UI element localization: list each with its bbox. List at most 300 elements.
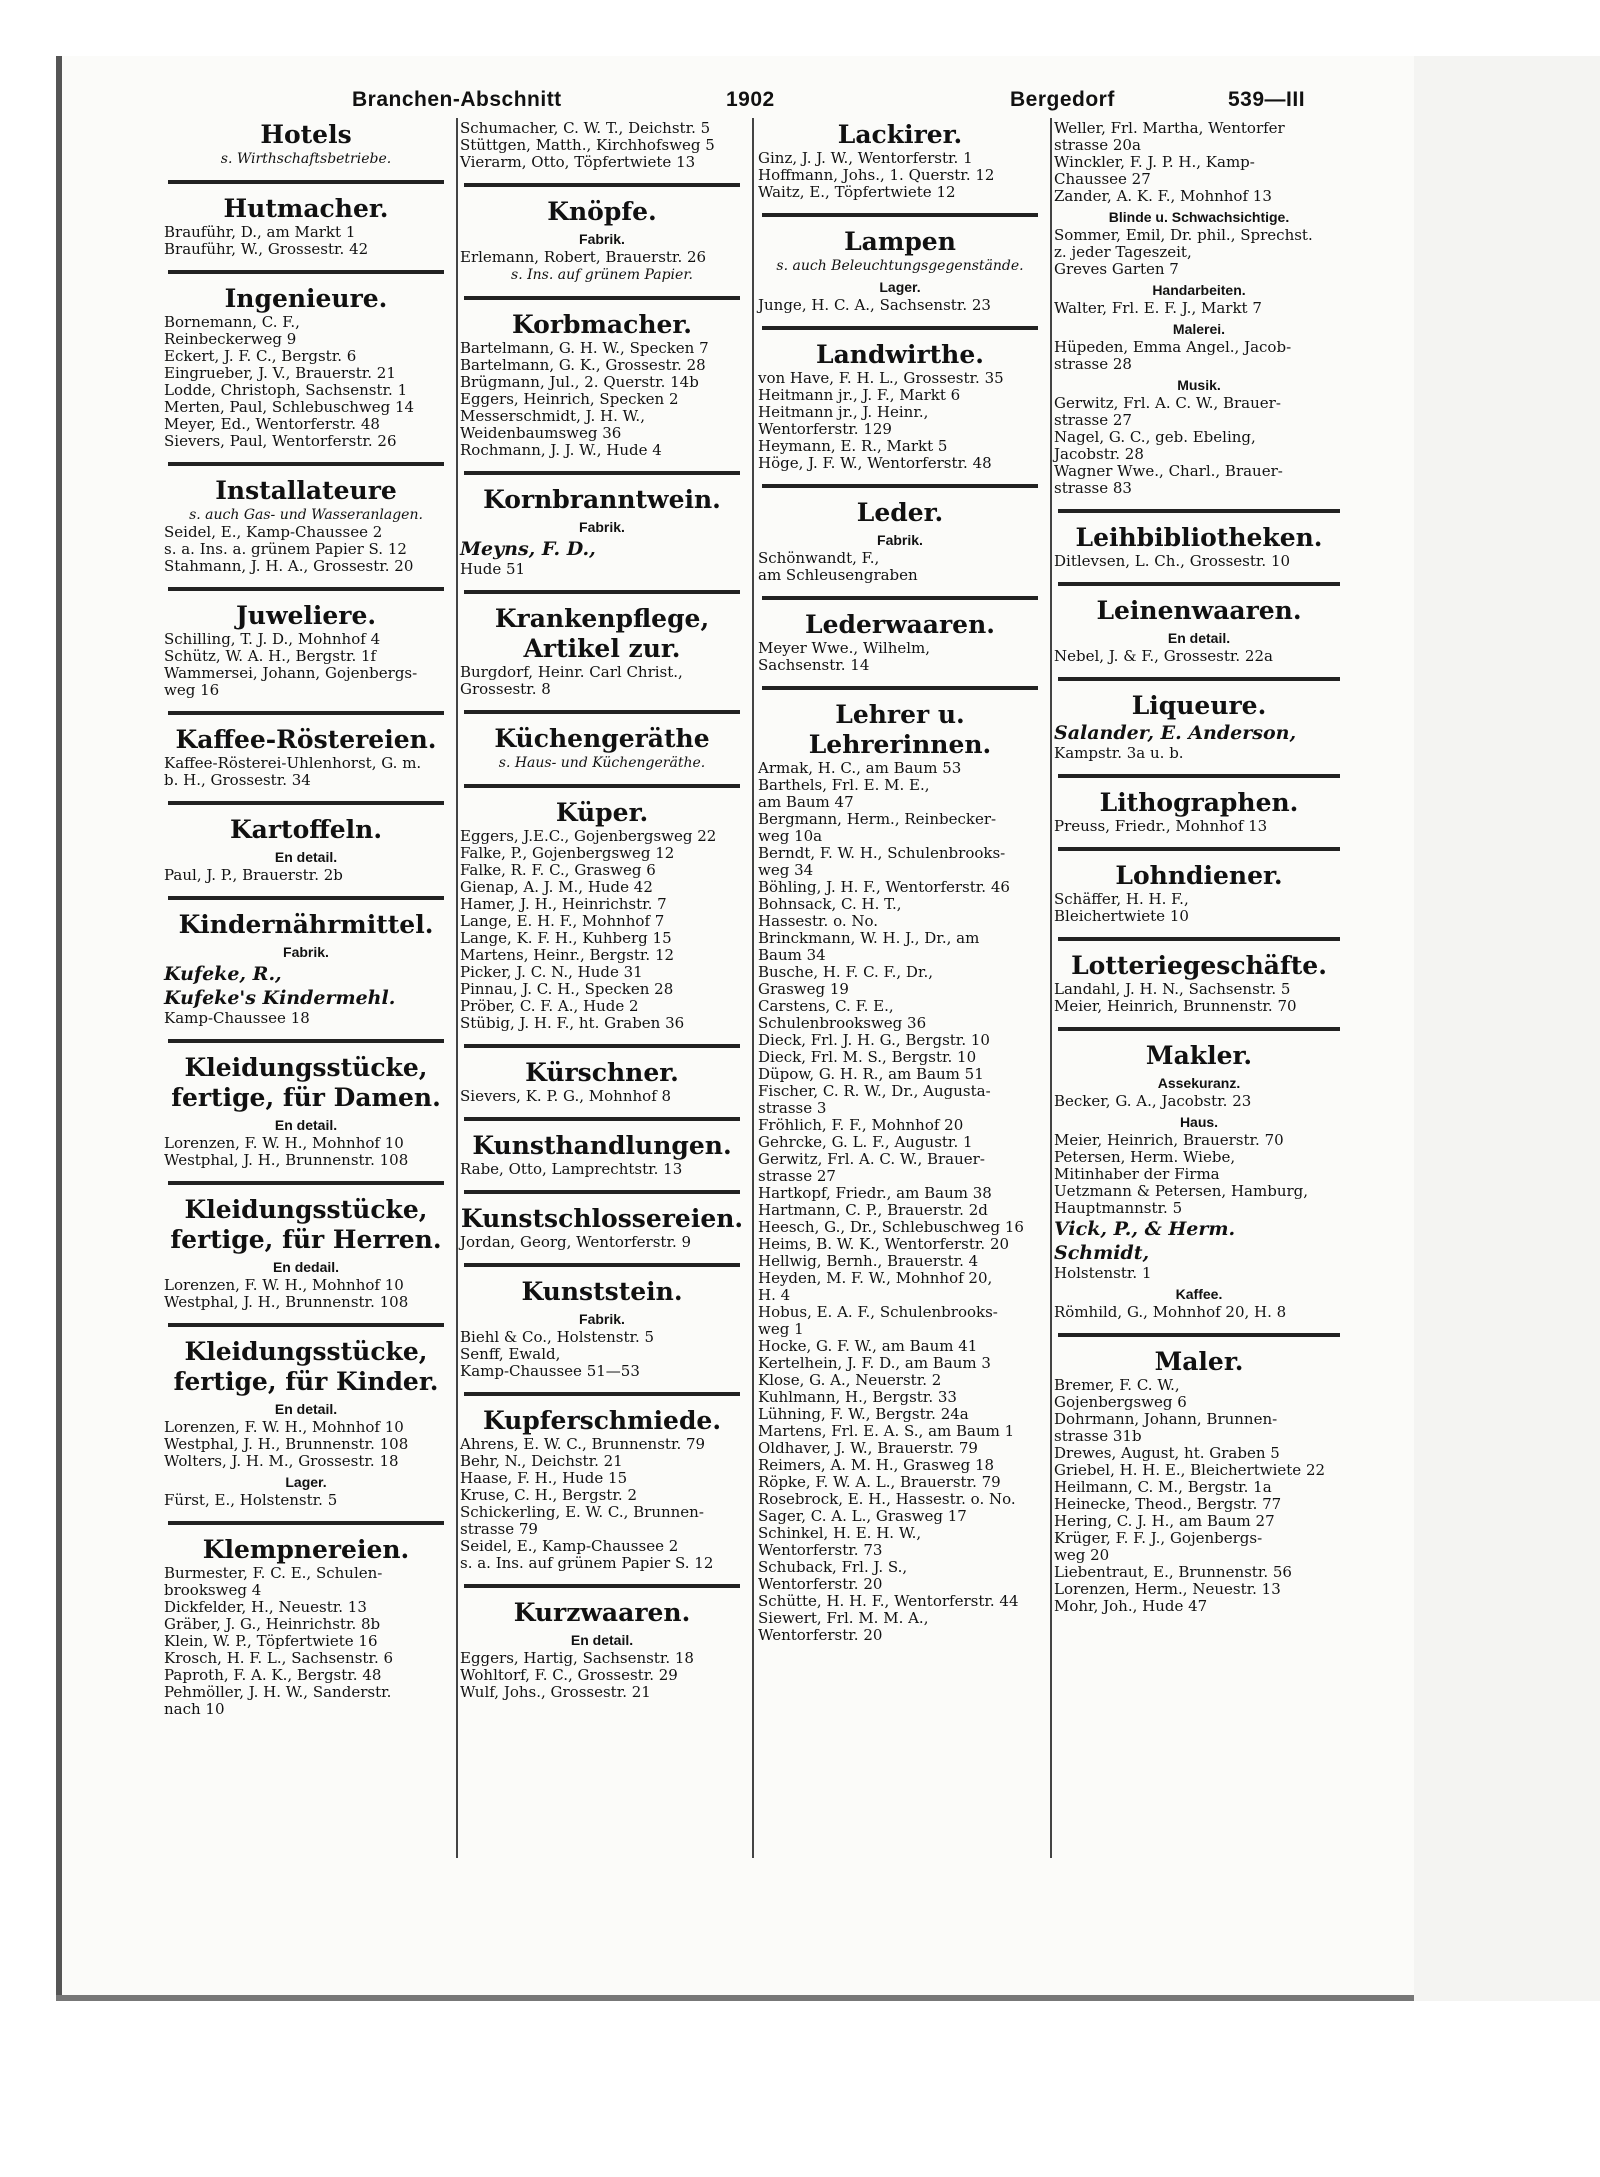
section-rule	[1058, 847, 1340, 851]
directory-entry: Schuback, Frl. J. S.,	[758, 1558, 908, 1576]
directory-entry: Holstenstr. 1	[1054, 1264, 1152, 1282]
directory-entry: Brinckmann, W. H. J., Dr., am	[758, 929, 980, 947]
directory-entry: Seidel, E., Kamp-Chaussee 2	[460, 1537, 679, 1555]
directory-section	[758, 596, 1042, 674]
directory-entry: Hartkopf, Friedr., am Baum 38	[758, 1184, 992, 1202]
directory-entry: Grossestr. 8	[460, 680, 551, 698]
directory-entry: Fürst, E., Holstenstr. 5	[164, 1491, 338, 1509]
directory-entry: Stübig, J. H. F., ht. Graben 36	[460, 1014, 685, 1032]
directory-section	[460, 784, 744, 1032]
directory-entry: Falke, R. F. C., Grasweg 6	[460, 861, 656, 879]
directory-section	[164, 180, 448, 258]
section-title: Maler.	[1154, 1347, 1244, 1376]
directory-entry: Brauführ, D., am Markt 1	[164, 223, 356, 241]
directory-entry: Hartmann, C. P., Brauerstr. 2d	[758, 1201, 988, 1219]
directory-section	[758, 484, 1042, 584]
section-title: Kleidungsstücke, fertige, für Damen.	[171, 1053, 441, 1112]
section-rule	[762, 686, 1038, 690]
section-title: Kindernährmittel.	[178, 910, 434, 939]
section-rule	[168, 896, 444, 900]
directory-entry: Walter, Frl. E. F. J., Markt 7	[1054, 299, 1262, 317]
section-title: Lackirer.	[837, 120, 963, 149]
directory-entry: Brauführ, W., Grossestr. 42	[164, 240, 369, 258]
section-title: Küchengeräthe	[494, 724, 710, 753]
directory-entry: Röpke, F. W. A. L., Brauerstr. 79	[758, 1473, 1001, 1491]
directory-section	[164, 1521, 448, 1718]
featured-entry: Vick, P., & Herm.	[1054, 1218, 1236, 1240]
directory-entry: Gräber, J. G., Heinrichstr. 8b	[164, 1615, 381, 1633]
section-rule	[168, 801, 444, 805]
directory-section	[460, 710, 744, 772]
section-rule	[464, 784, 740, 788]
directory-entry: Falke, P., Gojenbergsweg 12	[460, 844, 675, 862]
section-rule	[464, 471, 740, 475]
directory-entry: strasse 3	[758, 1099, 827, 1117]
column-divider	[1050, 118, 1052, 1858]
directory-entry: Berndt, F. W. H., Schulenbrooks-	[758, 844, 1006, 862]
directory-entry: Dieck, Frl. M. S., Bergstr. 10	[758, 1048, 977, 1066]
directory-entry: Gienap, A. J. M., Hude 42	[460, 878, 653, 896]
directory-entry: Ginz, J. J. W., Wentorferstr. 1	[758, 149, 973, 167]
directory-section	[1054, 1333, 1344, 1615]
directory-section	[460, 1263, 744, 1380]
section-reference: s. Wirthschaftsbetriebe.	[220, 151, 392, 167]
directory-entry: Erlemann, Robert, Brauerstr. 26	[460, 248, 707, 266]
directory-section	[164, 711, 448, 789]
directory-entry: Behr, N., Deichstr. 21	[460, 1452, 623, 1470]
featured-entry: Kufeke's Kindermehl.	[164, 987, 396, 1009]
directory-entry: Hellwig, Bernh., Brauerstr. 4	[758, 1252, 979, 1270]
directory-entry: Junge, H. C. A., Sachsenstr. 23	[758, 296, 991, 314]
subheading: En detail.	[1167, 630, 1231, 646]
subheading: En detail.	[274, 1117, 338, 1133]
section-title: Kurzwaaren.	[513, 1598, 691, 1627]
directory-entry: Westphal, J. H., Brunnenstr. 108	[164, 1435, 409, 1453]
header-section-name: Branchen-Abschnitt	[352, 88, 562, 111]
section-title: Ingenieure.	[224, 284, 388, 313]
directory-entry: Kertelhein, J. F. D., am Baum 3	[758, 1354, 991, 1372]
directory-entry: Barthels, Frl. E. M. E.,	[758, 776, 930, 794]
directory-section	[1054, 1027, 1344, 1321]
directory-entry: Schütte, H. H. F., Wentorferstr. 44	[758, 1592, 1019, 1610]
directory-entry: Heinecke, Theod., Bergstr. 77	[1054, 1495, 1282, 1513]
directory-entry: Hüpeden, Emma Angel., Jacob-	[1054, 338, 1292, 356]
section-rule	[464, 590, 740, 594]
directory-entry: Lorenzen, F. W. H., Mohnhof 10	[164, 1276, 404, 1294]
section-title: Kunsthandlungen.	[472, 1131, 732, 1160]
directory-section	[1054, 582, 1344, 665]
directory-entry: Meyer, Ed., Wentorferstr. 48	[164, 415, 380, 433]
directory-entry: Vierarm, Otto, Töpfertwiete 13	[460, 153, 696, 171]
directory-entry: Becker, G. A., Jacobstr. 23	[1054, 1092, 1252, 1110]
directory-entry: Gerwitz, Frl. A. C. W., Brauer-	[758, 1150, 985, 1168]
directory-entry: Senff, Ewald,	[460, 1345, 561, 1363]
section-reference: s. Ins. auf grünem Papier.	[511, 267, 693, 283]
section-title: Liqueure.	[1131, 691, 1267, 720]
directory-entry: Carstens, C. F. E.,	[758, 997, 894, 1015]
directory-entry: Kampstr. 3a u. b.	[1054, 744, 1184, 762]
directory-section	[460, 1584, 744, 1701]
directory-section	[460, 183, 744, 284]
directory-entry: strasse 20a	[1054, 136, 1141, 154]
section-rule	[762, 596, 1038, 600]
directory-column-2	[460, 120, 744, 1713]
directory-entry: am Schleusengraben	[758, 566, 918, 584]
directory-entry: strasse 28	[1054, 355, 1132, 373]
directory-entry: Winckler, F. J. P. H., Kamp-	[1054, 153, 1255, 171]
subheading: Fabrik.	[283, 944, 329, 960]
directory-entry: Petersen, Herm. Wiebe,	[1054, 1148, 1236, 1166]
subheading: Blinde u. Schwachsichtige.	[1108, 209, 1290, 225]
directory-entry: Heitmann jr., J. F., Markt 6	[758, 386, 961, 404]
directory-section	[1054, 677, 1344, 762]
directory-entry: Eggers, Hartig, Sachsenstr. 18	[460, 1649, 694, 1667]
section-rule	[168, 462, 444, 466]
directory-entry: Busche, H. F. C. F., Dr.,	[758, 963, 934, 981]
section-title: Hotels	[260, 120, 352, 149]
section-rule	[762, 484, 1038, 488]
directory-entry: Bartelmann, G. K., Grossestr. 28	[460, 356, 706, 374]
directory-entry: Armak, H. C., am Baum 53	[758, 759, 962, 777]
section-title: Lampen	[844, 227, 956, 256]
directory-entry: Zander, A. K. F., Mohnhof 13	[1054, 187, 1272, 205]
directory-entry: Heesch, G., Dr., Schlebuschweg 16	[758, 1218, 1024, 1236]
directory-entry: Hamer, J. H., Heinrichstr. 7	[460, 895, 667, 913]
directory-section	[1054, 120, 1344, 497]
section-rule	[168, 270, 444, 274]
margin-area	[1414, 56, 1600, 2001]
subheading: Handarbeiten.	[1152, 282, 1246, 298]
directory-section	[460, 1117, 744, 1178]
directory-entry: Hoffmann, Johs., 1. Querstr. 12	[758, 166, 995, 184]
subheading: Malerei.	[1172, 321, 1226, 337]
directory-entry: Preuss, Friedr., Mohnhof 13	[1054, 817, 1268, 835]
directory-entry: Martens, Frl. E. A. S., am Baum 1	[758, 1422, 1015, 1440]
section-rule	[762, 326, 1038, 330]
directory-entry: strasse 31b	[1054, 1427, 1142, 1445]
directory-entry: Schinkel, H. E. H. W.,	[758, 1524, 922, 1542]
directory-entry: Klein, W. P., Töpfertwiete 16	[164, 1632, 378, 1650]
subheading: Assekuranz.	[1157, 1075, 1241, 1091]
directory-entry: Weller, Frl. Martha, Wentorfer	[1054, 119, 1285, 137]
directory-entry: Martens, Heinr., Bergstr. 12	[460, 946, 675, 964]
directory-entry: Pröber, C. F. A., Hude 2	[460, 997, 639, 1015]
section-title: Kleidungsstücke, fertige, für Herren.	[170, 1195, 442, 1254]
section-title: Kürschner.	[525, 1058, 679, 1087]
directory-entry: Westphal, J. H., Brunnenstr. 108	[164, 1293, 409, 1311]
directory-entry: Schütz, W. A. H., Bergstr. 1f	[164, 647, 377, 665]
section-rule	[1058, 937, 1340, 941]
directory-entry: Lühning, F. W., Bergstr. 24a	[758, 1405, 969, 1423]
directory-entry: Bartelmann, G. H. W., Specken 7	[460, 339, 709, 357]
directory-entry: Seidel, E., Kamp-Chaussee 2	[164, 523, 383, 541]
section-title: Lederwaaren.	[805, 610, 995, 639]
section-title: Küper.	[555, 798, 649, 827]
section-title: Installateure	[215, 476, 397, 505]
directory-entry: Wentorferstr. 73	[758, 1541, 883, 1559]
directory-section	[460, 296, 744, 459]
directory-entry: Bleichertwiete 10	[1054, 907, 1189, 925]
subheading: Haus.	[1179, 1114, 1219, 1130]
directory-entry: Meyer Wwe., Wilhelm,	[758, 639, 931, 657]
directory-entry: Picker, J. C. N., Hude 31	[460, 963, 643, 981]
section-title: Juweliere.	[235, 601, 377, 630]
directory-entry: Lorenzen, F. W. H., Mohnhof 10	[164, 1134, 404, 1152]
directory-entry: weg 20	[1054, 1546, 1110, 1564]
directory-entry: Greves Garten 7	[1054, 260, 1179, 278]
directory-entry: Meier, Heinrich, Brunnenstr. 70	[1054, 997, 1297, 1015]
directory-entry: Landahl, J. H. N., Sachsenstr. 5	[1054, 980, 1291, 998]
column-divider	[456, 118, 458, 1858]
directory-section	[164, 270, 448, 450]
directory-section	[164, 587, 448, 699]
directory-entry: Rochmann, J. J. W., Hude 4	[460, 441, 662, 459]
directory-entry: Dickfelder, H., Neuestr. 13	[164, 1598, 367, 1616]
header-year: 1902	[726, 88, 775, 111]
section-title: Hutmacher.	[223, 194, 389, 223]
directory-entry: Schickerling, E. W. C., Brunnen-	[460, 1503, 704, 1521]
directory-entry: Sachsenstr. 14	[758, 656, 870, 674]
directory-entry: Heymann, E. R., Markt 5	[758, 437, 948, 455]
directory-entry: weg 10a	[758, 827, 823, 845]
directory-entry: Burgdorf, Heinr. Carl Christ.,	[460, 663, 683, 681]
directory-entry: weg 1	[758, 1320, 804, 1338]
directory-section	[164, 896, 448, 1027]
directory-entry: Sommer, Emil, Dr. phil., Sprechst.	[1054, 226, 1313, 244]
directory-entry: Hobus, E. A. F., Schulenbrooks-	[758, 1303, 998, 1321]
directory-entry: Fröhlich, F. F., Mohnhof 20	[758, 1116, 964, 1134]
section-reference: s. Haus- und Küchengeräthe.	[498, 755, 706, 771]
section-title: Korbmacher.	[511, 310, 693, 339]
subheading: Lager.	[879, 279, 921, 295]
directory-entry: Haase, F. H., Hude 15	[460, 1469, 628, 1487]
directory-entry: Eggers, J.E.C., Gojenbergsweg 22	[460, 827, 717, 845]
subheading: Musik.	[1177, 377, 1221, 393]
section-rule	[464, 1584, 740, 1588]
directory-column-1	[164, 120, 448, 1730]
directory-entry: Rabe, Otto, Lamprechtstr. 13	[460, 1160, 683, 1178]
section-title: Leinenwaaren.	[1096, 596, 1302, 625]
directory-entry: Reinbeckerweg 9	[164, 330, 297, 348]
section-rule	[168, 1039, 444, 1043]
directory-section	[460, 1392, 744, 1572]
directory-entry: Wammersei, Johann, Gojenbergs-	[164, 664, 418, 682]
subheading: Fabrik.	[579, 231, 625, 247]
directory-entry: Wulf, Johs., Grossestr. 21	[460, 1683, 651, 1701]
directory-entry: Kamp-Chaussee 18	[164, 1009, 310, 1027]
directory-entry: Jacobstr. 28	[1054, 445, 1144, 463]
directory-entry: Baum 34	[758, 946, 826, 964]
directory-entry: Düpow, G. H. R., am Baum 51	[758, 1065, 984, 1083]
directory-entry: Burmester, F. C. E., Schulen-	[164, 1564, 383, 1582]
section-title: Kaffee-Röstereien.	[175, 725, 437, 754]
directory-section	[164, 1323, 448, 1509]
directory-entry: Schumacher, C. W. T., Deichstr. 5	[460, 119, 711, 137]
section-rule	[1058, 1333, 1340, 1337]
directory-section	[164, 462, 448, 575]
section-rule	[168, 180, 444, 184]
directory-entry: Heitmann jr., J. Heinr.,	[758, 403, 929, 421]
directory-entry: Weidenbaumsweg 36	[460, 424, 622, 442]
subheading: En detail.	[274, 1401, 338, 1417]
directory-section	[1054, 509, 1344, 570]
page-bottom-edge	[56, 1995, 1414, 2001]
section-rule	[168, 1521, 444, 1525]
directory-entry: Lorenzen, F. W. H., Mohnhof 10	[164, 1418, 404, 1436]
directory-section	[460, 590, 744, 698]
section-title: Lithographen.	[1099, 788, 1299, 817]
section-title: Kornbranntwein.	[483, 485, 721, 514]
directory-entry: Mohr, Joh., Hude 47	[1054, 1597, 1208, 1615]
directory-section	[1054, 847, 1344, 925]
directory-entry: Hauptmannstr. 5	[1054, 1199, 1183, 1217]
directory-entry: Wohltorf, F. C., Grossestr. 29	[460, 1666, 678, 1684]
directory-entry: H. 4	[758, 1286, 791, 1304]
directory-section	[758, 213, 1042, 314]
directory-entry: strasse 83	[1054, 479, 1132, 497]
directory-entry: s. a. Ins. auf grünem Papier S. 12	[460, 1554, 714, 1572]
subheading: Fabrik.	[579, 519, 625, 535]
directory-entry: Kuhlmann, H., Bergstr. 33	[758, 1388, 957, 1406]
section-rule	[464, 1392, 740, 1396]
directory-entry: Böhling, J. H. F., Wentorferstr. 46	[758, 878, 1010, 896]
directory-entry: Lorenzen, Herm., Neuestr. 13	[1054, 1580, 1281, 1598]
section-title: Klempnereien.	[202, 1535, 410, 1564]
directory-entry: Wentorferstr. 129	[758, 420, 892, 438]
directory-section	[460, 1044, 744, 1105]
header-page-number: 539—III	[1228, 88, 1306, 111]
directory-entry: Wentorferstr. 20	[758, 1626, 883, 1644]
directory-entry: Römhild, G., Mohnhof 20, H. 8	[1054, 1303, 1287, 1321]
directory-entry: Pehmöller, J. H. W., Sanderstr.	[164, 1683, 392, 1701]
section-rule	[1058, 509, 1340, 513]
section-title: Leihbibliotheken.	[1075, 523, 1323, 552]
directory-entry: strasse 27	[1054, 411, 1132, 429]
directory-entry: Stahmann, J. H. A., Grossestr. 20	[164, 557, 414, 575]
directory-section	[758, 326, 1042, 472]
directory-entry: Waitz, E., Töpfertwiete 12	[758, 183, 956, 201]
directory-entry: Wolters, J. H. M., Grossestr. 18	[164, 1452, 399, 1470]
directory-entry: Westphal, J. H., Brunnenstr. 108	[164, 1151, 409, 1169]
section-rule	[168, 711, 444, 715]
directory-entry: Brügmann, Jul., 2. Querstr. 14b	[460, 373, 699, 391]
directory-entry: am Baum 47	[758, 793, 854, 811]
directory-entry: Nebel, J. & F., Grossestr. 22a	[1054, 647, 1273, 665]
directory-entry: Ahrens, E. W. C., Brunnenstr. 79	[460, 1435, 706, 1453]
directory-column-4	[1054, 120, 1344, 1627]
section-title: Kupferschmiede.	[482, 1406, 722, 1435]
directory-section	[164, 801, 448, 884]
section-title: Kunstschlossereien.	[460, 1204, 744, 1233]
section-rule	[464, 1117, 740, 1121]
directory-entry: nach 10	[164, 1700, 225, 1718]
directory-entry: Kaffee-Rösterei-Uhlenhorst, G. m.	[164, 754, 422, 772]
directory-entry: Krüger, F. F. J., Gojenbergs-	[1054, 1529, 1263, 1547]
directory-entry: Sievers, K. P. G., Mohnhof 8	[460, 1087, 672, 1105]
directory-entry: Kamp-Chaussee 51—53	[460, 1362, 640, 1380]
directory-entry: Schäffer, H. H. F.,	[1054, 890, 1189, 908]
featured-entry: Schmidt,	[1054, 1242, 1150, 1264]
subheading: En dedail.	[272, 1259, 340, 1275]
section-rule	[762, 213, 1038, 217]
subheading: En detail.	[274, 849, 338, 865]
section-reference: s. auch Gas- und Wasseranlagen.	[189, 507, 423, 523]
directory-entry: Schönwandt, F.,	[758, 549, 880, 567]
directory-section	[758, 686, 1042, 1644]
section-title: Lotteriegeschäfte.	[1071, 951, 1327, 980]
directory-entry: b. H., Grossestr. 34	[164, 771, 311, 789]
directory-section	[164, 120, 448, 168]
directory-entry: Rosebrock, E. H., Hassestr. o. No.	[758, 1490, 1016, 1508]
directory-entry: Jordan, Georg, Wentorferstr. 9	[460, 1233, 692, 1251]
section-rule	[168, 587, 444, 591]
section-title: Lohndiener.	[1115, 861, 1283, 890]
directory-entry: Nagel, G. C., geb. Ebeling,	[1054, 428, 1256, 446]
directory-entry: Schulenbrooksweg 36	[758, 1014, 927, 1032]
directory-entry: Hocke, G. F. W., am Baum 41	[758, 1337, 978, 1355]
directory-entry: strasse 27	[758, 1167, 836, 1185]
column-divider	[752, 118, 754, 1858]
directory-entry: Krosch, H. F. L., Sachsenstr. 6	[164, 1649, 394, 1667]
section-rule	[464, 710, 740, 714]
directory-entry: Schilling, T. J. D., Mohnhof 4	[164, 630, 381, 648]
featured-entry: Kufeke, R.,	[164, 963, 282, 985]
directory-entry: z. jeder Tageszeit,	[1054, 243, 1192, 261]
section-rule	[168, 1323, 444, 1327]
directory-section	[164, 1039, 448, 1169]
section-rule	[1058, 582, 1340, 586]
directory-entry: weg 16	[164, 681, 220, 699]
directory-entry: Mitinhaber der Firma	[1054, 1165, 1220, 1183]
directory-section	[1054, 937, 1344, 1015]
directory-entry: Paul, J. P., Brauerstr. 2b	[164, 866, 343, 884]
subheading: Kaffee.	[1175, 1286, 1223, 1302]
directory-entry: Stüttgen, Matth., Kirchhofsweg 5	[460, 136, 715, 154]
directory-entry: Sager, C. A. L., Grasweg 17	[758, 1507, 967, 1525]
directory-entry: von Have, F. H. L., Grossestr. 35	[758, 369, 1004, 387]
header-place: Bergedorf	[1010, 88, 1115, 111]
directory-entry: Bergmann, Herm., Reinbecker-	[758, 810, 997, 828]
directory-entry: Heilmann, C. M., Bergstr. 1a	[1054, 1478, 1272, 1496]
directory-entry: Sievers, Paul, Wentorferstr. 26	[164, 432, 397, 450]
directory-entry: Reimers, A. M. H., Grasweg 18	[758, 1456, 995, 1474]
directory-entry: Lodde, Christoph, Sachsenstr. 1	[164, 381, 408, 399]
directory-entry: Grasweg 19	[758, 980, 849, 998]
directory-entry: Lange, E. H. F., Mohnhof 7	[460, 912, 665, 930]
section-rule	[464, 1190, 740, 1194]
section-title: Knöpfe.	[547, 197, 657, 226]
directory-section	[460, 1190, 744, 1251]
directory-entry: s. a. Ins. a. grünem Papier S. 12	[164, 540, 407, 558]
directory-entry: Hude 51	[460, 560, 526, 578]
subheading: En detail.	[570, 1632, 634, 1648]
section-rule	[464, 1044, 740, 1048]
directory-entry: Kruse, C. H., Bergstr. 2	[460, 1486, 638, 1504]
directory-entry: Gehrcke, G. L. F., Augustr. 1	[758, 1133, 973, 1151]
featured-entry: Salander, E. Anderson,	[1054, 722, 1297, 744]
directory-entry: Klose, G. A., Neuerstr. 2	[758, 1371, 942, 1389]
directory-entry: Paproth, F. A. K., Bergstr. 48	[164, 1666, 382, 1684]
directory-entry: Wentorferstr. 20	[758, 1575, 883, 1593]
directory-entry: Ditlevsen, L. Ch., Grossestr. 10	[1054, 552, 1291, 570]
section-title: Leder.	[856, 498, 944, 527]
subheading: Fabrik.	[877, 532, 923, 548]
section-title: Kunststein.	[521, 1277, 683, 1306]
directory-entry: weg 34	[758, 861, 814, 879]
section-title: Krankenpflege, Artikel zur.	[494, 604, 710, 663]
directory-entry: Dohrmann, Johann, Brunnen-	[1054, 1410, 1278, 1428]
section-rule	[464, 183, 740, 187]
